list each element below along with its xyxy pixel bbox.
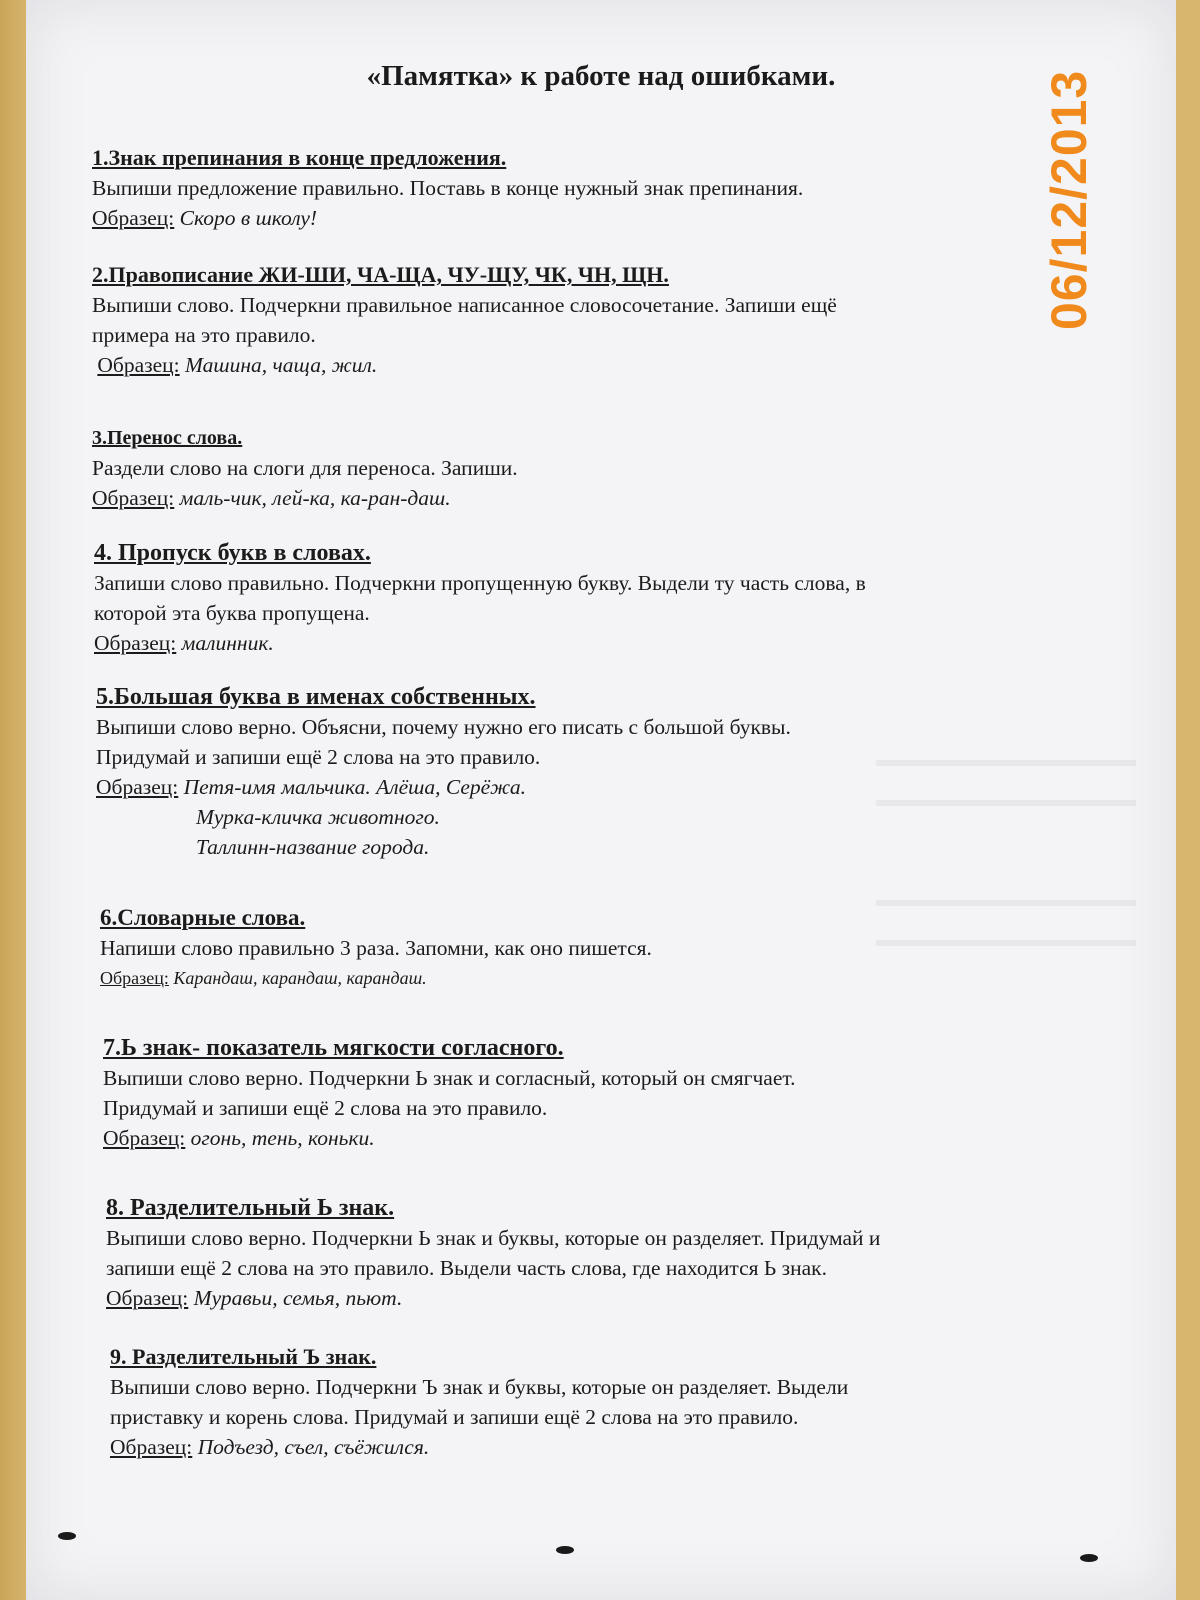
instruction-line: Напиши слово правильно 3 раза. Запомни, как оно пишется. — [100, 936, 652, 960]
show-through-mark — [876, 760, 1136, 766]
section-heading: 9. Разделительный Ъ знак. — [110, 1344, 377, 1369]
instruction-line: которой эта буква пропущена. — [94, 601, 370, 625]
section-4 — [94, 538, 866, 658]
instruction-line: Выпиши предложение правильно. Поставь в конце нужный знак препинания. — [92, 176, 804, 200]
section-heading: 7.Ь знак- показатель мягкости согласного. — [103, 1035, 564, 1061]
show-through-mark — [876, 940, 1136, 946]
instruction-line: Придумай и запиши ещё 2 слова на это правило. — [103, 1096, 548, 1120]
sample-extra-line: Таллинн-название города. — [196, 835, 430, 859]
instruction-line: Выпиши слово верно. Объясни, почему нужно его писать с большой буквы. — [96, 715, 791, 739]
instruction-line: Выпиши слово верно. Подчеркни Ь знак и буквы, которые он разделяет. Придумай и — [106, 1226, 881, 1250]
sample-text: Подъезд, съел, съёжился. — [197, 1435, 430, 1459]
section-heading: 3.Перенос слова. — [92, 427, 243, 449]
date-stamp: 06/12/2013 — [1041, 69, 1097, 330]
section-2 — [92, 260, 837, 380]
section-3 — [92, 423, 518, 513]
sample-line — [92, 350, 837, 380]
punch-hole — [556, 1546, 574, 1554]
paper-sheet — [26, 0, 1176, 1600]
section-heading: 4. Пропуск букв в словах. — [94, 540, 371, 566]
page-title: «Памятка» к работе над ошибками. — [366, 60, 836, 92]
sample-label: Образец: — [110, 1435, 193, 1459]
instruction-line: Придумай и запиши ещё 2 слова на это правило. — [96, 745, 541, 769]
sample-line — [106, 1283, 880, 1313]
sample-text: Машина, чаща, жил. — [185, 353, 378, 377]
sample-text: малинник. — [181, 631, 274, 655]
sample-label: Образец: — [97, 353, 180, 377]
sample-label: Образец: — [92, 206, 175, 230]
sample-text: Скоро в школу! — [179, 206, 318, 230]
sample-label: Образец: — [103, 1126, 186, 1150]
sample-line — [103, 1123, 796, 1153]
sample-text: огонь, тень, коньки. — [190, 1126, 375, 1150]
section-heading: 1.Знак препинания в конце предложения. — [92, 145, 507, 170]
sample-label: Образец: — [96, 775, 179, 799]
instruction-line: Выпиши слово верно. Подчеркни Ь знак и согласный, который он смягчает. — [103, 1066, 796, 1090]
sample-line — [100, 963, 652, 993]
show-through-mark — [876, 900, 1136, 906]
instruction-line: Запиши слово правильно. Подчеркни пропущенную букву. Выдели ту часть слова, в — [94, 571, 866, 595]
section-9 — [110, 1342, 848, 1462]
instruction-line: приставку и корень слова. Придумай и запиши ещё 2 слова на это правило. — [110, 1405, 799, 1429]
show-through-mark — [876, 800, 1136, 806]
instruction-line: примера на это правило. — [92, 323, 316, 347]
instruction-line: Раздели слово на слоги для переноса. Запиши. — [92, 456, 518, 480]
sample-text: Карандаш, карандаш, карандаш. — [173, 968, 427, 988]
section-8 — [106, 1193, 880, 1313]
sample-label: Образец: — [94, 631, 177, 655]
sample-label: Образец: — [100, 968, 169, 988]
sample-line — [92, 483, 518, 513]
sample-line — [92, 203, 803, 233]
sample-line — [96, 772, 791, 802]
sample-line — [94, 628, 866, 658]
punch-hole — [1080, 1554, 1098, 1562]
section-heading: 5.Большая буква в именах собственных. — [96, 684, 536, 710]
instruction-line: Выпиши слово. Подчеркни правильное написанное словосочетание. Запиши ещё — [92, 293, 837, 317]
section-heading: 8. Разделительный Ь знак. — [106, 1195, 395, 1221]
sample-extra-line: Мурка-кличка животного. — [196, 805, 440, 829]
section-6 — [100, 903, 652, 993]
section-heading: 6.Словарные слова. — [100, 905, 306, 930]
sample-text: Муравьи, семья, пьют. — [193, 1286, 403, 1310]
sample-text: маль-чик, лей-ка, ка-ран-даш. — [179, 486, 451, 510]
instruction-line: Выпиши слово верно. Подчеркни Ъ знак и буквы, которые он разделяет. Выдели — [110, 1375, 849, 1399]
sample-line — [110, 1432, 848, 1462]
sample-label: Образец: — [106, 1286, 189, 1310]
section-7 — [103, 1033, 796, 1153]
sample-label: Образец: — [92, 486, 175, 510]
section-heading: 2.Правописание ЖИ-ШИ, ЧА-ЩА, ЧУ-ЩУ, ЧК, ЧН, ЩН. — [92, 262, 669, 287]
section-5 — [96, 682, 791, 862]
punch-hole — [58, 1532, 76, 1540]
sample-text: Петя-имя мальчика. Алёша, Серёжа. — [183, 775, 527, 799]
section-1 — [92, 143, 803, 233]
instruction-line: запиши ещё 2 слова на это правило. Выдели часть слова, где находится Ь знак. — [106, 1256, 827, 1280]
